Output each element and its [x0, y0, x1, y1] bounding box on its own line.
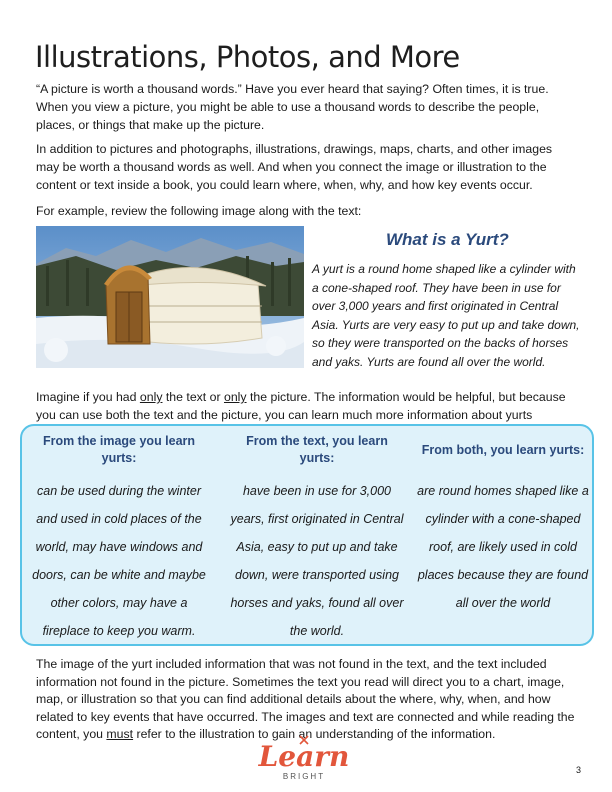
comparison-column-image [30, 430, 208, 645]
p5-must: must [106, 727, 134, 742]
column-heading: From the text, you learn yurts: [246, 434, 388, 465]
example-paragraph: For example, review the following image along with the text: [36, 204, 362, 218]
yurt-description: A yurt is a round home shaped like a cylinder with a cone-shaped roof. They have been in use for over 3,000 years and first originated in Central Asia. Yurts are very easy to put up and take down, so they were transported on the backs of horses and yaks. Yurts are found all over the world. [312, 262, 580, 369]
column-heading: From both, you learn yurts: [421, 442, 585, 457]
intro-paragraph: “A picture is worth a thousand words.” Have you ever heard that saying? Often times, it is true. When you view a picture, you might be able to use a thousand words to describe the people, places, or things that make up the picture. [36, 82, 549, 132]
column-body: can be used during the winter and used in cold places of the world, may have windows and doors, can be white and maybe other colors, may have a fireplace to keep you warm. [32, 484, 206, 638]
p4-text-c: the picture. The information would be helpful, but because you can use both the text and the picture, you can learn much more information about yurts [36, 390, 566, 422]
page-title: Illustrations, Photos, and More [35, 40, 460, 74]
column-heading: From the image you learn yurts: [42, 434, 196, 465]
logo-word: Learn [258, 740, 350, 773]
p4-only-1: only [139, 390, 163, 404]
closing-paragraph [36, 656, 578, 744]
p5-text-b: refer to the illustration to gain an understanding of the information. [133, 727, 496, 742]
second-paragraph: In addition to pictures and photographs, illustrations, drawings, maps, charts, and other images may be worth a thousand words as well. And when you connect the image or illustration to the content or text inside a book, you could learn where, when, why, and how key events occur. [36, 142, 553, 192]
comparison-column-text [228, 430, 406, 645]
p4-text-a: Imagine if you had [36, 390, 140, 404]
p4-only-2: only [223, 390, 247, 404]
yurt-heading: What is a Yurt? [386, 230, 509, 249]
comparison-column-both [414, 430, 592, 617]
learn-bright-logo [252, 734, 356, 782]
column-body: are round homes shaped like a cylinder with a cone-shaped roof, are likely used in cold places because they are found all over the world [417, 484, 589, 610]
page-number: 3 [576, 765, 582, 775]
yurt-photo [36, 226, 304, 368]
p4-text-b: the text or [162, 390, 224, 404]
p5-text-a: The image of the yurt included information that was not found in the text, and the text included information not found in the picture. Sometimes the text you read will direct you to a chart, image, map, or illustration so that you can find additional details about the where, why, when, and how related to key events that have occurred. The images and text are connected and while reading the content, you [36, 657, 575, 742]
column-body: have been in use for 3,000 years, first originated in Central Asia, easy to put up and take down, were transported using horses and yaks, found all over the world. [230, 484, 404, 638]
imagine-paragraph [36, 388, 578, 424]
logo-subtitle: BRIGHT [282, 772, 326, 781]
